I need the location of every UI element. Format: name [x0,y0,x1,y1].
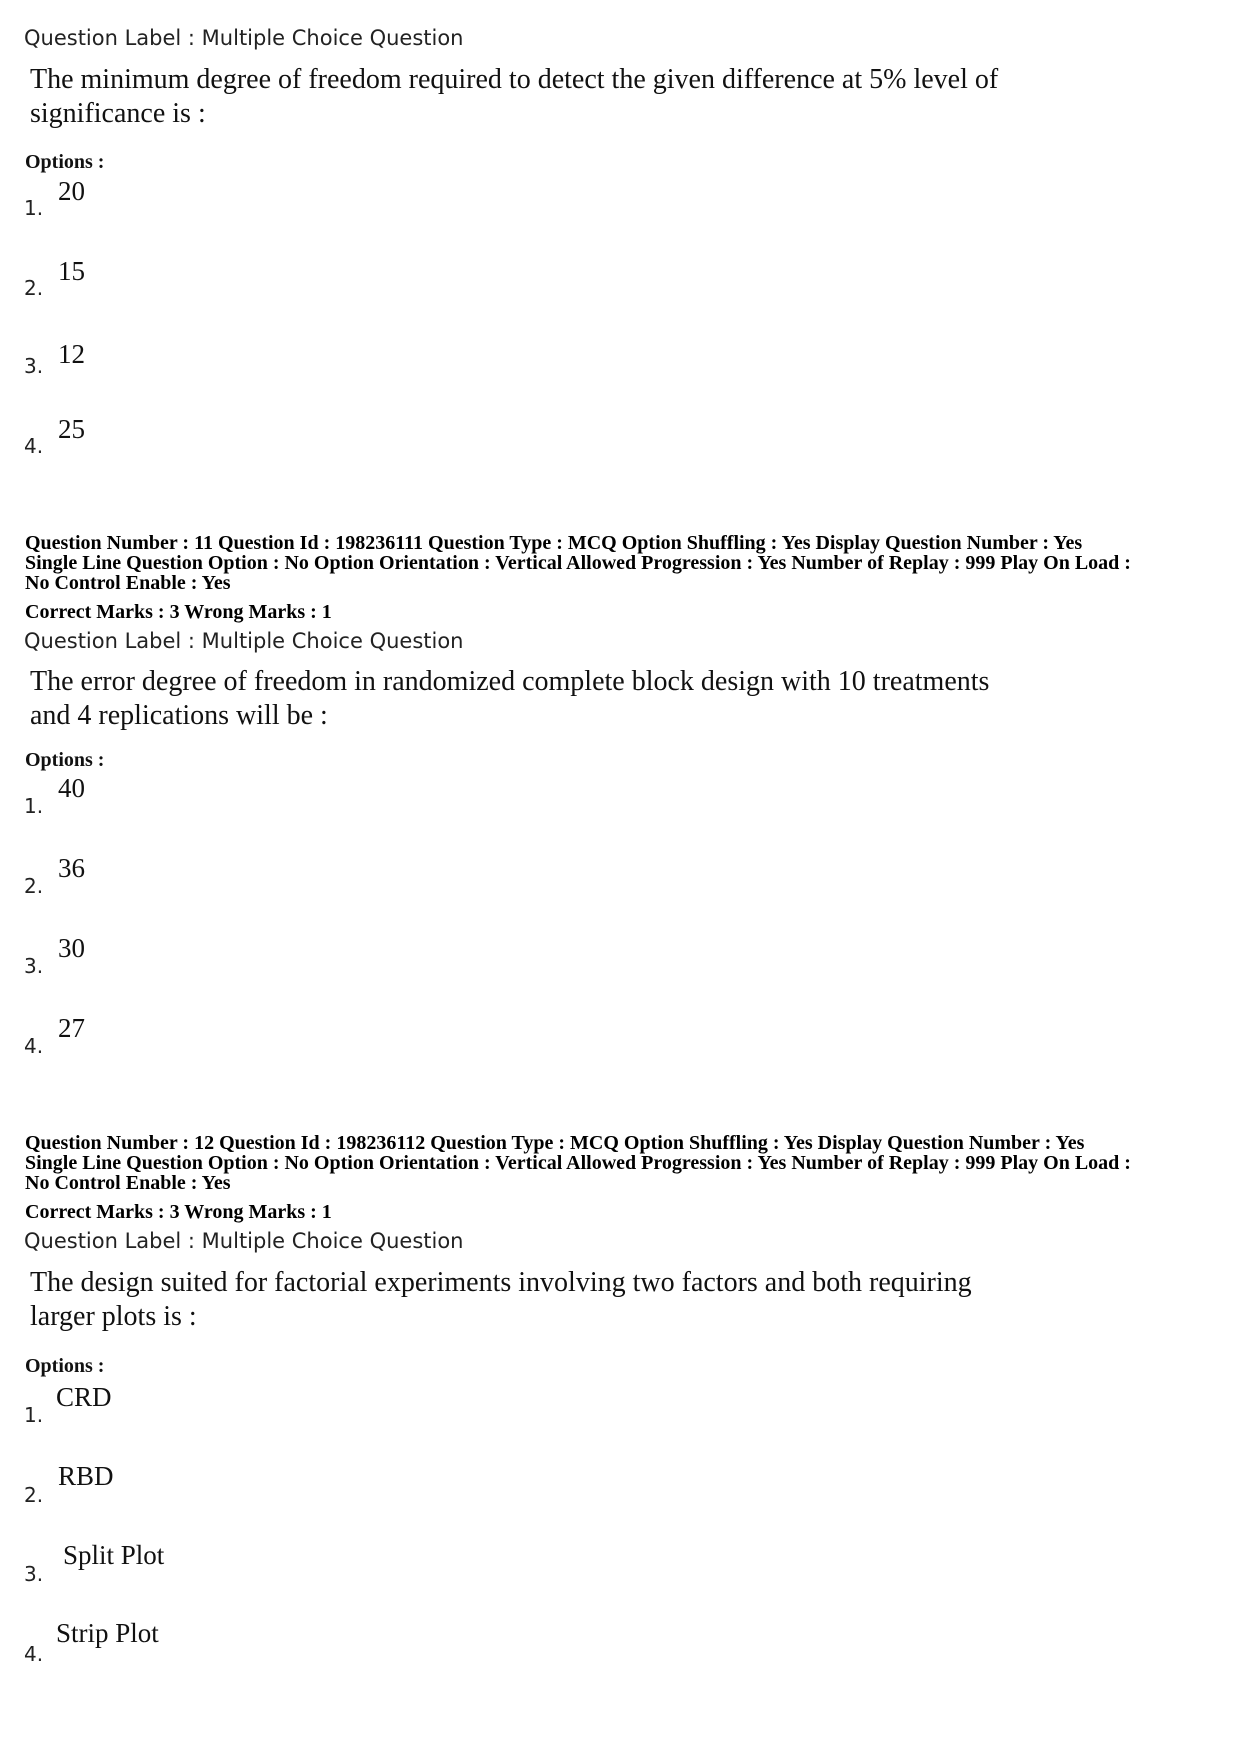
options-heading: Options : [25,151,105,173]
question-meta-line2: Single Line Question Option : No Option Orientation : Vertical Allowed Progression : Yes Number of Replay : 999 Play On Load : [25,1152,1131,1174]
option-value[interactable]: 36 [58,853,85,883]
question-meta-line2: Single Line Question Option : No Option Orientation : Vertical Allowed Progression : Yes Number of Replay : 999 Play On Load : [25,552,1131,574]
option-number: 4. [24,434,44,458]
option-value[interactable]: 30 [58,933,85,963]
option-number: 2. [24,276,44,300]
option-value[interactable]: 40 [58,773,85,803]
option-number: 3. [24,1562,44,1586]
options-heading: Options : [25,1355,105,1377]
option-value[interactable]: 27 [58,1013,85,1043]
option-number: 1. [24,196,44,220]
question-text-line1: The design suited for factorial experiments involving two factors and both requiring [30,1267,972,1298]
question-label: Question Label : Multiple Choice Question [24,1229,464,1253]
question-meta-line3: No Control Enable : Yes [25,1172,231,1194]
question-text-line2: and 4 replications will be : [30,700,328,731]
question-meta-line3: No Control Enable : Yes [25,572,231,594]
question-meta-line1: Question Number : 12 Question Id : 198236112 Question Type : MCQ Option Shuffling : Yes Display Question Number : Yes [25,1132,1085,1154]
question-marks: Correct Marks : 3 Wrong Marks : 1 [25,601,332,623]
option-value[interactable]: RBD [58,1461,114,1491]
option-value[interactable]: 20 [58,176,85,206]
question-meta-line1: Question Number : 11 Question Id : 198236111 Question Type : MCQ Option Shuffling : Yes Display Question Number : Yes [25,532,1083,554]
option-value[interactable]: 15 [58,256,85,286]
option-number: 2. [24,874,44,898]
question-label: Question Label : Multiple Choice Question [24,26,464,50]
option-number: 4. [24,1642,44,1666]
question-text-line2: larger plots is : [30,1301,197,1332]
question-text-line1: The error degree of freedom in randomized complete block design with 10 treatments [30,666,990,697]
options-heading: Options : [25,749,105,771]
option-number: 3. [24,354,44,378]
question-label: Question Label : Multiple Choice Question [24,629,464,653]
option-value[interactable]: 25 [58,414,85,444]
option-value[interactable]: Strip Plot [56,1618,159,1648]
option-number: 3. [24,954,44,978]
option-number: 2. [24,1483,44,1507]
option-value[interactable]: CRD [56,1382,112,1412]
question-text-line1: The minimum degree of freedom required to detect the given difference at 5% level of [30,64,999,95]
option-value[interactable]: Split Plot [63,1540,165,1570]
option-number: 1. [24,794,44,818]
question-text-line2: significance is : [30,98,206,129]
question-marks: Correct Marks : 3 Wrong Marks : 1 [25,1201,332,1223]
option-number: 4. [24,1034,44,1058]
option-value[interactable]: 12 [58,339,85,369]
option-number: 1. [24,1403,44,1427]
